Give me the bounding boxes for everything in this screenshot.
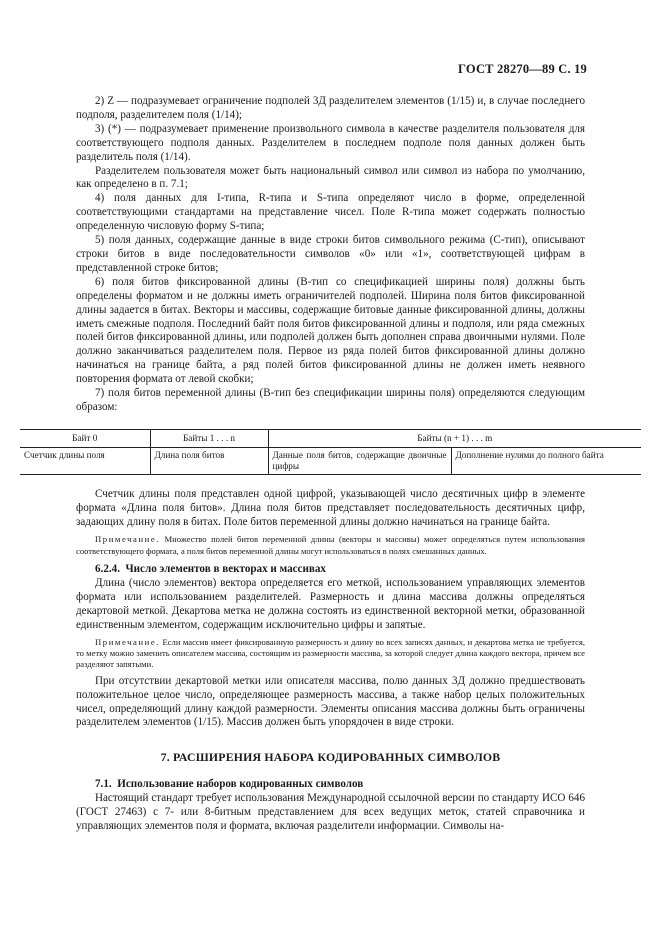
table-cell-field-length: Длина поля битов <box>150 448 268 475</box>
bit-field-table <box>20 429 641 476</box>
subsection-number: 7.1. <box>95 778 112 791</box>
table-row <box>20 448 641 475</box>
list-item-2: 2) Z — подразумевает ограничение подполей 3Д разделителем элементов (1/15) и, в случае последнего подполя, разделителем поля (1/14); <box>76 95 585 121</box>
table-header-bytes-n1-m: Байты (n + 1) . . . m <box>268 429 641 447</box>
array-absence-paragraph: При отсутствии декартовой метки или описателя массива, полю данных 3Д должно предшествовать положительное целое число, определяющее размерность массива, а также набор целых положительных чисел, определяющий длину каждой размерности. Элементы описания массива должны быть ограничены разделителем элементов (1/15). Массив должен быть упорядочен в виде строки. <box>76 674 585 729</box>
iso646-paragraph: Настоящий стандарт требует использования Международной ссылочной версии по стандарту ИСО 646 (ГОСТ 27463) с 7- или 8-битным представлением для всех ведущих меток, статей справочника и управляющих элементов поля и формата, включая разделители информации. Символы на- <box>76 792 585 833</box>
note-2 <box>76 637 585 671</box>
subsection-title: Число элементов в векторах и массивах <box>125 562 326 575</box>
list-item-3: 3) (*) — подразумевает применение произвольного символа в качестве разделителя пользователя для соответствующего подполя данных. Разделителем в последнем подполе поля данных должен быть разделитель поля (1/14). <box>76 122 585 163</box>
list-item-5: 5) поля данных, содержащие данные в виде строки битов символьного режима (С-тип), описывают строки битов в виде последовательности символов «0» или «1», соответствующей цифрам в представленной строке битов; <box>76 234 585 274</box>
note-text: Множество полей битов переменной длины (векторы и массивы) может определяться путем использования соответствующего формата, а поля битов переменной длины могут использоваться в полях смешанных данных. <box>76 534 585 556</box>
subsection-heading-6-2-4 <box>76 563 585 577</box>
page-content <box>24 95 604 834</box>
note-label: Примечание. <box>95 636 161 647</box>
subsection-number: 6.2.4. <box>95 562 120 575</box>
note-label: Примечание. <box>95 534 161 545</box>
user-separator-paragraph: Разделителем пользователя может быть национальный символ или символ из набора по умолчанию, как определено в п. 7.1; <box>76 164 585 191</box>
list-item-4: 4) поля данных для I-типа, R-типа и S-типа определяют число в форме, определенной соответствующими стандартами на представление чисел. Поле R-типа может содержать полностью определенную числовую форму S-типа; <box>76 192 585 233</box>
table-cell-length-counter: Счетчик длины поля <box>20 448 150 475</box>
table-header-row <box>20 429 641 447</box>
note-1 <box>76 534 585 557</box>
section-7-heading: 7. РАСШИРЕНИЯ НАБОРА КОДИРОВАННЫХ СИМВОЛОВ <box>160 750 501 765</box>
length-counter-paragraph: Счетчик длины поля представлен одной цифрой, указывающей число десятичных цифр в элементе формата «Длина поля битов». Длина поля битов представляет последовательность десятичных цифр, задающих длину поля в битах. Поле битов переменной длины должно начинаться на границе байта. <box>76 488 585 529</box>
table-cell-bit-data: Данные поля битов, содержащие двоичные цифры <box>268 448 451 475</box>
table-header-byte0: Байт 0 <box>20 429 150 447</box>
list-item-6: 6) поля битов фиксированной длины (В-тип со спецификацией ширины поля) должны быть определены форматом и не должны иметь ограничителей подполей. Ширина поля битов фиксированной длины задается в битах. Векторы и массивы, содержащие битовые данные фиксированной длины, должны иметь смежные подполя. Последний байт поля битов фиксированной длины и подполя, или ряда смежных полей битов фиксированной длины, или подполей должен быть дополнен справа двоичными нулями. Поле должно заканчиваться разделителем поля. Первое из ряда полей битов фиксированной длины должно начинаться на границе байта, а ряд полей битов фиксированной длины не должен иметь неявного повторения формата от левой скобки; <box>76 275 585 386</box>
table-header-bytes-1-n: Байты 1 . . . n <box>150 429 268 447</box>
note-text: Если массив имеет фиксированную размерность и длину во всех записях данных, и декартова метка не требуется, то метку можно заменить описателем массива, состоящим из размерности массива, за которой следует длина каждого вектора, причем все разделяют запятыми. <box>76 636 585 670</box>
table-cell-zero-padding: Дополнение нулями до полного байта <box>451 448 641 475</box>
bit-field-table-wrap <box>20 429 641 476</box>
subsection-title: Использование наборов кодированных символов <box>117 778 364 791</box>
subsection-heading-7-1 <box>76 778 585 792</box>
list-item-7: 7) поля битов переменной длины (В-тип без спецификации ширины поля) определяются следующим образом: <box>76 387 585 413</box>
vectors-paragraph: Длина (число элементов) вектора определяется его меткой, использованием управляющих элементов формата или использованием разделителей. Размерность и длина массива должны определяться декартовой меткой. Декартова метка не должна состоять из единственной векторной метки, образованной единственным элементом, содержащим исключительно цифры и запятые. <box>76 576 585 631</box>
running-header: ГОСТ 28270—89 С. 19 <box>458 62 587 76</box>
